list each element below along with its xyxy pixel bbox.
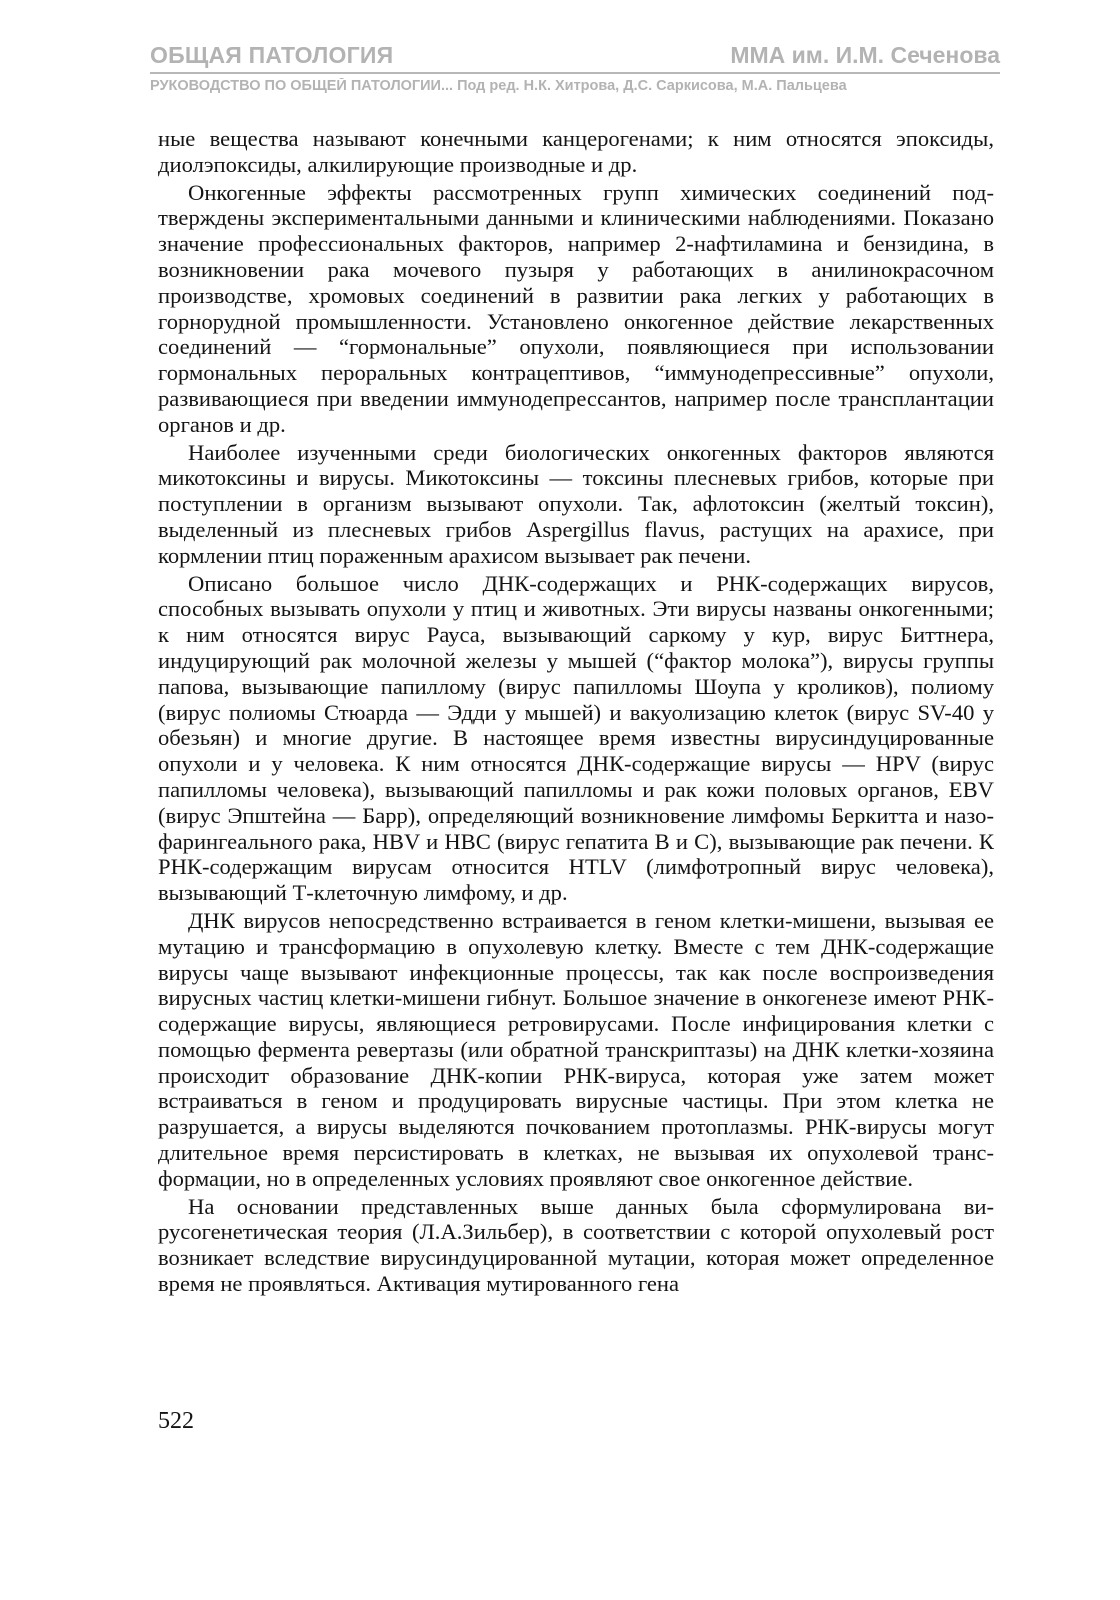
- header-institution: ММА им. И.М. Сеченова: [730, 42, 1000, 68]
- paragraph: Наиболее изученными среди биологических онкогенных факторов являются микотоксины и вирусы. Микотоксины — токсины плесневых грибов, которые при поступлении в организм вызывают опухоли. Так, афлотоксин (желтый токсин), выделенный из плесневых грибов Aspergillus flavus, растущих на арахисе, при кормлении птиц пораженным арахисом вызывает рак печени.: [158, 439, 994, 568]
- running-header: [150, 42, 1000, 74]
- body-text: [158, 126, 994, 1297]
- paragraph: ДНК вирусов непосредственно встраивается в геном клетки-мишени, вызывая ее мутацию и трансформацию в опухолевую клетку. Вместе с тем ДНК-содержащие вирусы чаще вызывают инфекционные процессы, так как после воспроизведения вирусных частиц клетки-мишени гибнут. Большое значение в онкогенезе имеют РНК-содержащие вирусы, являющиеся ретровирусами. После инфицирования клетки с помощью фермента ревертазы (или обратной транскриптазы) на ДНК клетки-хозяина происходит образование ДНК-копии РНК-вируса, которая уже затем может встраиваться в геном и продуцировать вирусные частицы. При этом клетка не разрушается, а вирусы выделяются почкованием протоплазмы. РНК-вирусы могут длительное время персистировать в клетках, не вызывая их опухолевой трансформации, но в определенных условиях проявляют свое онкогенное действие.: [158, 907, 994, 1191]
- paragraph: Описано большое число ДНК-содержащих и РНК-содержащих вирусов, способных вызывать опухоли у птиц и животных. Эти вирусы названы онкогенными; к ним относятся вирус Рауса, вызывающий саркому у кур, вирус Биттнера, индуцирующий рак молочной железы у мышей (“фактор молока”), вирусы группы папова, вызывающие папиллому (вирус папилломы Шоупа у кроликов), полиому (вирус полиомы Стюарда — Эдди у мышей) и вакуолизацию клеток (вирус SV-40 у обезьян) и многие другие. В настоящее время известны вирусиндуцированные опухоли и у человека. К ним относятся ДНК-содержащие вирусы — HPV (вирус папилломы человека), вызывающий папилломы и рак кожи половых органов, EBV (вирус Эпштейна — Барр), определяющий возникновение лимфомы Беркитта и назофарингеального рака, HBV и HBC (вирус гепатита В и С), вызывающие рак печени. К РНК-содержащим вирусам относится HTLV (лимфотропный вирус человека), вызывающий Т-клеточную лимфому, и др.: [158, 570, 994, 906]
- paragraph: Онкогенные эффекты рассмотренных групп химических соединений подтверждены экспериментальными данными и клиническими наблюдениями. Показано значение профессиональных факторов, например 2-нафтиламина и бензидина, в возникновении рака мочевого пузыря у работающих в анилинокрасочном производстве, хромовых соединений в развитии рака легких у работающих в горнорудной промышленности. Установлено онкогенное действие лекарственных соединений — “гормональные” опухоли, появляющиеся при использовании гормональных пероральных контрацептивов, “иммунодепрессивные” опухоли, развивающиеся при введении иммунодепрессантов, например после трансплантации органов и др.: [158, 179, 994, 437]
- paragraph: ные вещества называют конечными канцерогенами; к ним относятся эпоксиды, диолэпоксиды, алкилирующие производные и др.: [158, 126, 994, 177]
- paragraph: На основании представленных выше данных была сформулирована вирусогенетическая теория (Л.А.Зильбер), в соответствии с которой опухолевый рост возникает вследствие вирусиндуцированной мутации, которая может определенное время не проявляться. Активация мутированного гена: [158, 1193, 994, 1297]
- page-number: 522: [158, 1408, 194, 1434]
- header-title: ОБЩАЯ ПАТОЛОГИЯ: [150, 42, 394, 68]
- header-subtitle: РУКОВОДСТВО ПО ОБЩЕЙ ПАТОЛОГИИ... Под ред. Н.К. Хитрова, Д.С. Саркисова, М.А. Пальцева: [150, 78, 847, 94]
